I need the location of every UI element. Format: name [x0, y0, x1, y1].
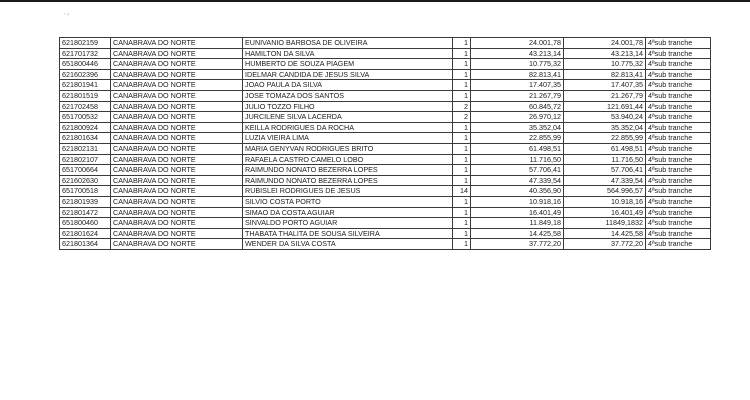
- table-row: [60, 122, 711, 133]
- row-code-cell: 621602630: [60, 175, 111, 186]
- row-unit-value-cell: 21.267,79: [471, 90, 564, 101]
- row-municipality-cell: CANABRAVA DO NORTE: [111, 69, 243, 80]
- row-code-cell: 621801939: [60, 196, 111, 207]
- row-tranche-cell: 4ªsub tranche: [646, 48, 711, 59]
- row-tranche-cell: 4ªsub tranche: [646, 228, 711, 239]
- row-municipality-cell: CANABRAVA DO NORTE: [111, 228, 243, 239]
- row-tranche-cell: 4ªsub tranche: [646, 69, 711, 80]
- row-name-cell: RAIMUNDO NONATO BEZERRA LOPES: [243, 165, 453, 176]
- row-quantity-cell: 1: [453, 175, 471, 186]
- row-quantity-cell: 1: [453, 218, 471, 229]
- row-code-cell: 651800460: [60, 218, 111, 229]
- row-name-cell: SINVALDO PORTO AGUIAR: [243, 218, 453, 229]
- row-code-cell: 651700664: [60, 165, 111, 176]
- row-code-cell: 621801519: [60, 90, 111, 101]
- row-code-cell: 621802107: [60, 154, 111, 165]
- row-municipality-cell: CANABRAVA DO NORTE: [111, 175, 243, 186]
- row-quantity-cell: 1: [453, 196, 471, 207]
- row-unit-value-cell: 24.001,78: [471, 38, 564, 49]
- row-quantity-cell: 2: [453, 112, 471, 123]
- beneficiary-table: [59, 37, 711, 250]
- row-quantity-cell: 1: [453, 207, 471, 218]
- table-row: [60, 143, 711, 154]
- row-code-cell: 621801941: [60, 80, 111, 91]
- table-row: [60, 175, 711, 186]
- row-tranche-cell: 4ªsub tranche: [646, 239, 711, 250]
- row-quantity-cell: 1: [453, 90, 471, 101]
- row-code-cell: 621702458: [60, 101, 111, 112]
- row-unit-value-cell: 11.849,18: [471, 218, 564, 229]
- row-unit-value-cell: 82.813,41: [471, 69, 564, 80]
- row-tranche-cell: 4ªsub tranche: [646, 122, 711, 133]
- row-code-cell: 621802131: [60, 143, 111, 154]
- row-unit-value-cell: 43.213,14: [471, 48, 564, 59]
- row-unit-value-cell: 47.339,54: [471, 175, 564, 186]
- row-name-cell: RAFAELA CASTRO CAMELO LOBO: [243, 154, 453, 165]
- row-name-cell: HAMILTON DA SILVA: [243, 48, 453, 59]
- row-municipality-cell: CANABRAVA DO NORTE: [111, 196, 243, 207]
- row-quantity-cell: 1: [453, 38, 471, 49]
- row-name-cell: THABATA THALITA DE SOUSA SILVEIRA: [243, 228, 453, 239]
- row-tranche-cell: 4ªsub tranche: [646, 112, 711, 123]
- row-unit-value-cell: 60.845,72: [471, 101, 564, 112]
- row-quantity-cell: 1: [453, 80, 471, 91]
- row-code-cell: 621801472: [60, 207, 111, 218]
- row-name-cell: RAIMUNDO NONATO BEZERRA LOPES: [243, 175, 453, 186]
- row-total-value-cell: 53.940,24: [564, 112, 646, 123]
- beneficiary-table-body: [60, 38, 711, 250]
- table-row: [60, 207, 711, 218]
- row-municipality-cell: CANABRAVA DO NORTE: [111, 59, 243, 70]
- row-municipality-cell: CANABRAVA DO NORTE: [111, 218, 243, 229]
- row-code-cell: 621802159: [60, 38, 111, 49]
- row-total-value-cell: 121.691,44: [564, 101, 646, 112]
- row-name-cell: SIMAO DA COSTA AGUIAR: [243, 207, 453, 218]
- table-row: [60, 239, 711, 250]
- row-code-cell: 651700518: [60, 186, 111, 197]
- row-code-cell: 651700532: [60, 112, 111, 123]
- row-tranche-cell: 4ªsub tranche: [646, 90, 711, 101]
- table-row: [60, 165, 711, 176]
- row-tranche-cell: 4ªsub tranche: [646, 186, 711, 197]
- row-total-value-cell: 11849,1832: [564, 218, 646, 229]
- row-unit-value-cell: 26.970,12: [471, 112, 564, 123]
- table-row: [60, 228, 711, 239]
- row-tranche-cell: 4ªsub tranche: [646, 101, 711, 112]
- row-name-cell: LUZIA VIEIRA LIMA: [243, 133, 453, 144]
- row-quantity-cell: 2: [453, 101, 471, 112]
- row-unit-value-cell: 16.401,49: [471, 207, 564, 218]
- row-code-cell: 621801364: [60, 239, 111, 250]
- row-code-cell: 621800924: [60, 122, 111, 133]
- row-total-value-cell: 11.716,50: [564, 154, 646, 165]
- row-municipality-cell: CANABRAVA DO NORTE: [111, 38, 243, 49]
- row-municipality-cell: CANABRAVA DO NORTE: [111, 122, 243, 133]
- row-code-cell: 621801624: [60, 228, 111, 239]
- row-municipality-cell: CANABRAVA DO NORTE: [111, 207, 243, 218]
- table-row: [60, 48, 711, 59]
- row-tranche-cell: 4ªsub tranche: [646, 143, 711, 154]
- row-tranche-cell: 4ªsub tranche: [646, 196, 711, 207]
- row-municipality-cell: CANABRAVA DO NORTE: [111, 133, 243, 144]
- row-quantity-cell: 1: [453, 59, 471, 70]
- row-unit-value-cell: 37.772,20: [471, 239, 564, 250]
- row-municipality-cell: CANABRAVA DO NORTE: [111, 143, 243, 154]
- row-name-cell: HUMBERTO DE SOUZA PIAGEM: [243, 59, 453, 70]
- row-quantity-cell: 1: [453, 48, 471, 59]
- row-name-cell: SILVIO COSTA PORTO: [243, 196, 453, 207]
- row-code-cell: 621701732: [60, 48, 111, 59]
- table-row: [60, 80, 711, 91]
- row-unit-value-cell: 57.706,41: [471, 165, 564, 176]
- row-municipality-cell: CANABRAVA DO NORTE: [111, 48, 243, 59]
- row-municipality-cell: CANABRAVA DO NORTE: [111, 186, 243, 197]
- row-name-cell: JOSE TOMAZA DOS SANTOS: [243, 90, 453, 101]
- row-quantity-cell: 1: [453, 228, 471, 239]
- row-unit-value-cell: 40.356,90: [471, 186, 564, 197]
- row-total-value-cell: 37.772,20: [564, 239, 646, 250]
- table-row: [60, 69, 711, 80]
- row-quantity-cell: 1: [453, 69, 471, 80]
- row-name-cell: JOAO PAULA DA SILVA: [243, 80, 453, 91]
- row-total-value-cell: 21.267,79: [564, 90, 646, 101]
- scan-mark: ˙ʻ: [64, 14, 70, 21]
- row-total-value-cell: 35.352,04: [564, 122, 646, 133]
- row-code-cell: 621801634: [60, 133, 111, 144]
- table-row: [60, 38, 711, 49]
- row-unit-value-cell: 10.918,16: [471, 196, 564, 207]
- table-row: [60, 90, 711, 101]
- row-name-cell: IDELMAR CANDIDA DE JESUS SILVA: [243, 69, 453, 80]
- row-name-cell: JURCILENE SILVA LACERDA: [243, 112, 453, 123]
- row-tranche-cell: 4ªsub tranche: [646, 175, 711, 186]
- row-total-value-cell: 47.339,54: [564, 175, 646, 186]
- row-tranche-cell: 4ªsub tranche: [646, 80, 711, 91]
- row-tranche-cell: 4ªsub tranche: [646, 154, 711, 165]
- row-total-value-cell: 16.401,49: [564, 207, 646, 218]
- table-row: [60, 112, 711, 123]
- row-name-cell: WENDER DA SILVA COSTA: [243, 239, 453, 250]
- row-quantity-cell: 1: [453, 122, 471, 133]
- row-quantity-cell: 1: [453, 239, 471, 250]
- row-total-value-cell: 61.498,51: [564, 143, 646, 154]
- table-row: [60, 154, 711, 165]
- row-name-cell: EUNIVANIO BARBOSA DE OLIVEIRA: [243, 38, 453, 49]
- row-quantity-cell: 1: [453, 143, 471, 154]
- row-municipality-cell: CANABRAVA DO NORTE: [111, 101, 243, 112]
- row-total-value-cell: 10.918,16: [564, 196, 646, 207]
- table-row: [60, 218, 711, 229]
- row-total-value-cell: 57.706,41: [564, 165, 646, 176]
- row-municipality-cell: CANABRAVA DO NORTE: [111, 154, 243, 165]
- table-row: [60, 196, 711, 207]
- row-municipality-cell: CANABRAVA DO NORTE: [111, 80, 243, 91]
- row-municipality-cell: CANABRAVA DO NORTE: [111, 165, 243, 176]
- row-tranche-cell: 4ªsub tranche: [646, 207, 711, 218]
- row-total-value-cell: 17.407,35: [564, 80, 646, 91]
- row-unit-value-cell: 22.855,99: [471, 133, 564, 144]
- row-tranche-cell: 4ªsub tranche: [646, 38, 711, 49]
- row-municipality-cell: CANABRAVA DO NORTE: [111, 239, 243, 250]
- table-row: [60, 59, 711, 70]
- row-quantity-cell: 14: [453, 186, 471, 197]
- row-total-value-cell: 14.425,58: [564, 228, 646, 239]
- scan-top-edge: [0, 0, 750, 2]
- row-tranche-cell: 4ªsub tranche: [646, 218, 711, 229]
- row-total-value-cell: 24.001,78: [564, 38, 646, 49]
- table-row: [60, 133, 711, 144]
- row-unit-value-cell: 11.716,50: [471, 154, 564, 165]
- row-unit-value-cell: 35.352,04: [471, 122, 564, 133]
- row-tranche-cell: 4ªsub tranche: [646, 133, 711, 144]
- row-name-cell: KEILLA RODRIGUES DA ROCHA: [243, 122, 453, 133]
- table-row: [60, 101, 711, 112]
- row-unit-value-cell: 17.407,35: [471, 80, 564, 91]
- row-quantity-cell: 1: [453, 133, 471, 144]
- row-code-cell: 651800446: [60, 59, 111, 70]
- row-name-cell: RUBISLEI RODRIGUES DE JESUS: [243, 186, 453, 197]
- row-municipality-cell: CANABRAVA DO NORTE: [111, 112, 243, 123]
- row-name-cell: JULIO TOZZO FILHO: [243, 101, 453, 112]
- row-total-value-cell: 564.996,57: [564, 186, 646, 197]
- row-total-value-cell: 10.775,32: [564, 59, 646, 70]
- row-tranche-cell: 4ªsub tranche: [646, 165, 711, 176]
- row-total-value-cell: 82.813,41: [564, 69, 646, 80]
- row-total-value-cell: 22.855,99: [564, 133, 646, 144]
- row-unit-value-cell: 10.775,32: [471, 59, 564, 70]
- row-unit-value-cell: 61.498,51: [471, 143, 564, 154]
- row-tranche-cell: 4ªsub tranche: [646, 59, 711, 70]
- row-total-value-cell: 43.213,14: [564, 48, 646, 59]
- row-code-cell: 621602396: [60, 69, 111, 80]
- row-name-cell: MARIA GENYVAN RODRIGUES BRITO: [243, 143, 453, 154]
- table-row: [60, 186, 711, 197]
- row-unit-value-cell: 14.425,58: [471, 228, 564, 239]
- row-municipality-cell: CANABRAVA DO NORTE: [111, 90, 243, 101]
- row-quantity-cell: 1: [453, 165, 471, 176]
- row-quantity-cell: 1: [453, 154, 471, 165]
